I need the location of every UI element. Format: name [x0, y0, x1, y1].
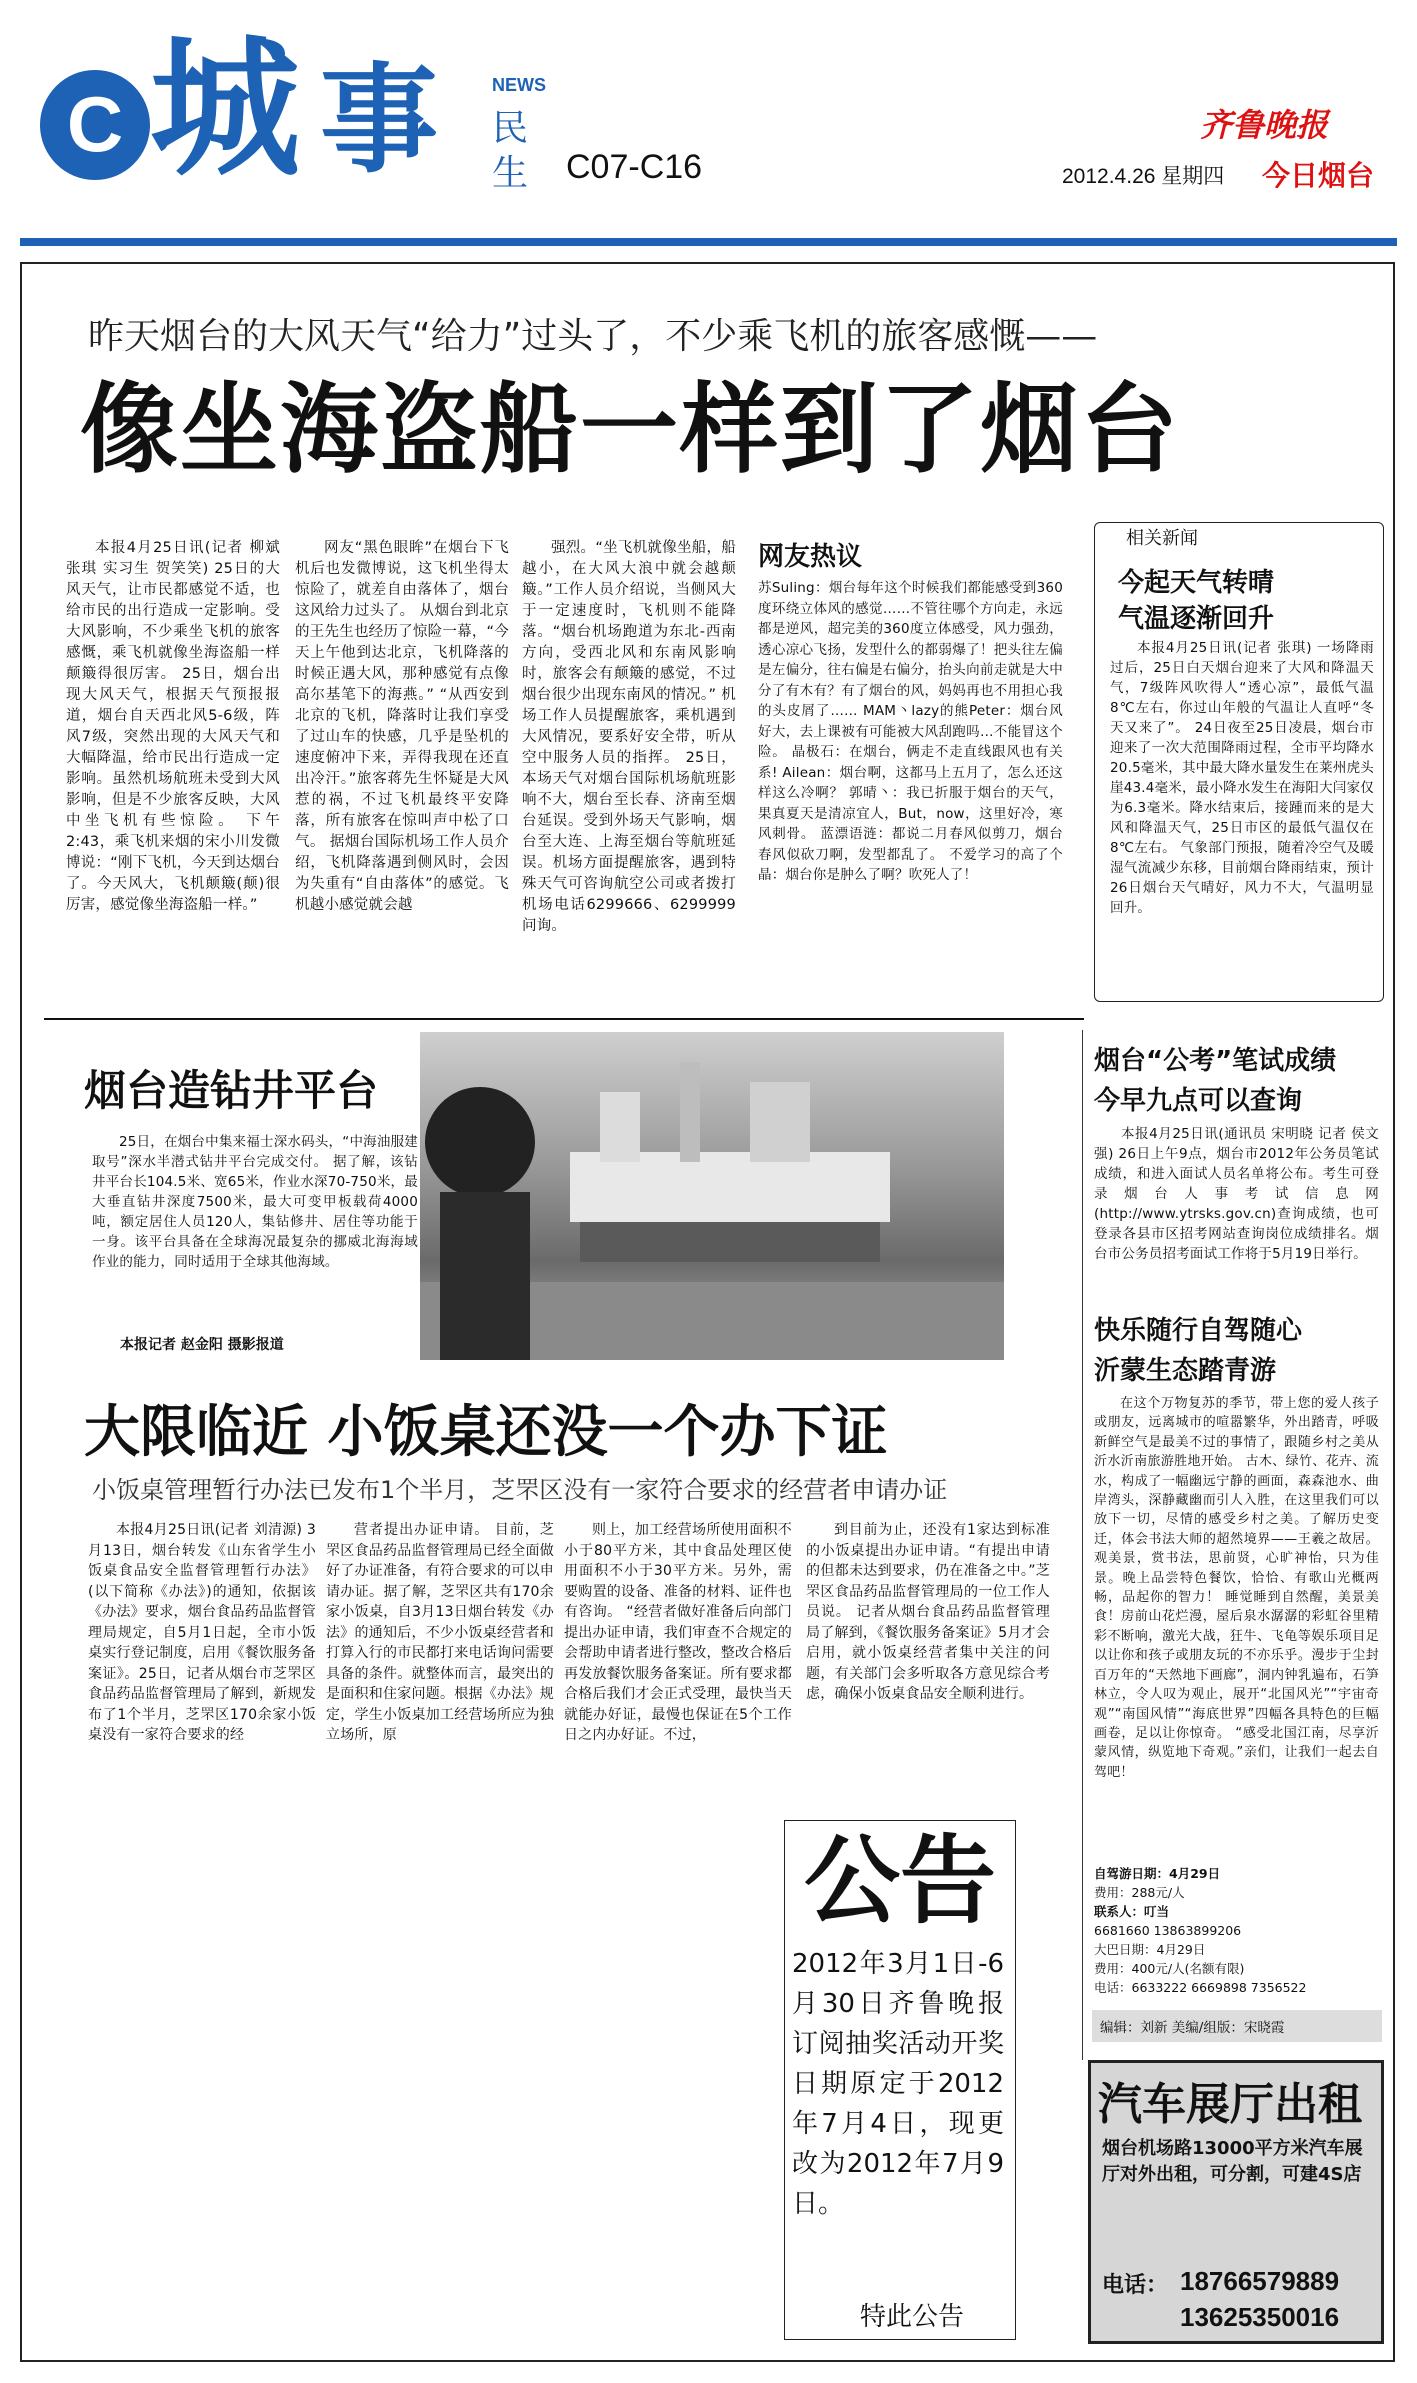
banquet-col-3-text: 则上，加工经营场所使用面积不小于80平方米，其中食品处理区使用面积不小于30平方米。另外，需要购置的设备、准备的材料、证件也有咨询。 “经营者做好准备后向部门提出办证申请，我们审查不合规定的会帮助申请者进行整改，整改合格后再发放餐饮服务备案证。所有要求都合格后我们才会正式受理，最快当天就能办好证，最慢也保证在5个工作日之内办好证。不过，	[564, 1522, 792, 1743]
banquet-col-2-text: 营者提出办证申请。 目前，芝罘区食品药品监督管理局已经全面做好了办证准备，有符合要求的可以申请办证。据了解，芝罘区共有170余家小饭桌，自3月13日烟台转发《办法》的通知后，不少小饭桌经营者和打算入行的市民都打来电话询问需要具备的条件。就整体而言，最突出的是面积和住家问题。根据《办法》规定，学生小饭桌加工经营场所应为独立场所，原	[326, 1522, 554, 1743]
tour-fee-self: 费用：288元/人	[1094, 1885, 1185, 1900]
exam-text: 本报4月25日讯(通讯员 宋明晓 记者 侯文强) 26日上午9点，烟台市2012年公务员笔试成绩，和进入面试人员名单将公布。考生可登录烟台人事考试信息网(http://www.ytrsks.gov.cn)查询成绩，也可登录各县市区招考网站查询岗位成绩排名。烟台市公务员招考面试工作将于5月19日举行。	[1094, 1126, 1379, 1262]
lead-col-3	[522, 538, 736, 998]
tour-details	[1094, 1864, 1306, 1997]
lead-col-1	[66, 538, 280, 998]
tour-contact: 联系人：叮当	[1094, 1904, 1170, 1919]
masthead-title-2: 事	[320, 51, 439, 189]
paper-logo: 齐鲁晚报	[1200, 106, 1329, 144]
related-title-2: 气温逐渐回升	[1118, 604, 1275, 634]
exam-title-1: 烟台“公考”笔试成绩	[1094, 1046, 1337, 1076]
related-news-tag: 相关新闻	[1120, 524, 1204, 550]
masthead-min1: 民	[492, 108, 529, 149]
masthead-min2: 生	[492, 153, 529, 194]
masthead-pages: C07-C16	[566, 148, 703, 186]
masthead-rule	[20, 238, 1397, 246]
divider-1	[44, 1018, 1084, 1020]
related-body	[1110, 638, 1374, 994]
editor-line: 编辑：刘新 美编/组版：宋晓霞	[1092, 2010, 1382, 2042]
ad-phone-1: 18766579889	[1180, 2266, 1340, 2296]
notice-text: 2012年3月1日-6月30日齐鲁晚报订阅抽奖活动开奖日期原定于2012年7月4日，现更改为2012年7月9日。	[792, 1949, 1004, 2219]
lead-col-2	[295, 538, 509, 998]
section-badge-letter: C	[66, 80, 124, 168]
banquet-col-4-text: 到目前为止，还没有1家达到标准的小饭桌提出办证申请。“有提出申请的但都未达到要求，仍在准备之中。”芝罘区食品药品监督管理局的一位工作人员说。 记者从烟台食品药品监督管理局了解到，《餐饮服务备案证》5月才会启用，就小饭桌经营者集中关注的问题，有关部门会多听取各方意见综合考虑，确保小饭桌食品安全顺利进行。	[806, 1522, 1050, 1702]
tour-date-bus: 大巴日期：4月29日	[1094, 1942, 1206, 1957]
tour-contact-phone: 6681660 13863899206	[1094, 1923, 1242, 1938]
rig-title: 烟台造钻井平台	[84, 1066, 379, 1115]
tour-fee-bus: 费用：400元/人(名额有限)	[1094, 1961, 1245, 1976]
masthead-title-1: 城	[150, 23, 301, 197]
rig-body	[92, 1132, 418, 1332]
banquet-col-1	[88, 1520, 316, 1820]
banquet-col-3	[564, 1520, 792, 1820]
banquet-col-4	[806, 1520, 1050, 1820]
tour-text: 在这个万物复苏的季节，带上您的爱人孩子或朋友，远离城市的喧嚣繁华，外出踏青，呼吸新鲜空气是最美不过的事情了，跟随乡村之美从沂水沂南旅游胜地开始。 古木、绿竹、花卉、流水，构成了一幅幽远宁静的画面，森森池水、曲岸湾头，深静藏幽而引人入胜，在这里我们可以放下一切，尽情的感受乡村之美。了解历史变迁，体会书法大师的超然境界——王羲之故居。观美景，赏书法，思前贤，心旷神怡，只为佳景。晚上品尝特色餐饮，恰恰、有歌山光概两畅，品起你的智力！ 睡觉睡到自然醒，美景美食！房前山花烂漫，屋后泉水潺潺的彩虹谷里精彩不断响，激光大战，狂牛、飞龟等娱乐项目足以让你和孩子或朋友玩的不亦乐乎。漫步于尘封百万年的“天然地下画廊”，洞内钟乳遍布，石笋林立，令人叹为观止，展开“北国风光”“宇宙奇观”“南国风情”“海底世界”四幅各具特色的巨幅画卷，足以让你惊奇。 “感受北国江南，尽享沂蒙风情，纵览地下奇观。”亲们，让我们一起去自驾吧！	[1094, 1396, 1379, 1780]
right-column-rule	[1082, 1030, 1083, 2060]
banquet-col-1-text: 本报4月25日讯(记者 刘清源) 3月13日，烟台转发《山东省学生小饭桌食品安全监督管理暂行办法》(以下简称《办法》)的通知，依据该《办法》要求，烟台食品药品监督管理局规定，自5月1日起，全市小饭桌实行登记制度，启用《餐饮服务备案证》。25日，记者从烟台市芝罘区食品药品监督管理局了解到，新规发布了1个半月，芝罘区170余家小饭桌没有一家符合要求的经	[88, 1522, 316, 1743]
rig-photo	[420, 1032, 1004, 1360]
banquet-col-2	[326, 1520, 554, 1820]
section-name: 今日烟台	[1262, 159, 1375, 192]
related-title-1: 今起天气转晴	[1118, 568, 1275, 598]
lead-col-3-text: 强烈。“坐飞机就像坐船，船越小，在大风大浪中就会越颠簸。”工作人员介绍说，当侧风大于一定速度时，飞机则不能降落。“烟台机场跑道为东北-西南方向，受西北风和东南风影响时，旅客会有颠簸的感觉，不过烟台很少出现东南风的情况。” 机场工作人员提醒旅客，乘机遇到大风情况，要系好安全带，听从空中服务人员的指挥。 25日，本场天气对烟台国际机场航班影响不大，烟台至长春、济南至烟台延误。受到外场天气影响，烟台至大连、上海至烟台等航班延误。机场方面提醒旅客，遇到特殊天气可咨询航空公司或者拨打机场电话6299666、6299999问询。	[522, 540, 736, 934]
rig-text: 25日，在烟台中集来福士深水码头，“中海油服建取号”深水半潜式钻井平台完成交付。 据了解，该钻井平台长104.5米、宽65米，作业水深70-750米，最大垂直钻井深度7500米，最大可变甲板载荷4000吨，额定居住人员120人，集钻修井、居住等功能于一身。该平台具备在全球海况最复杂的挪威北海海域作业的能力，同时适用于全球其他海域。	[92, 1134, 418, 1270]
lead-kicker: 昨天烟台的大风天气“给力”过头了，不少乘飞机的旅客感慨——	[88, 316, 1098, 357]
lead-col-2-text: 网友“黑色眼眸”在烟台下飞机后也发微博说，这飞机坐得太惊险了，就差自由落体了，烟台这风给力过头了。 从烟台到北京的王先生也经历了惊险一幕，“今天上午他到达北京，飞机降落的时候正遇大风，那种感觉有点像高尔基笔下的海燕。” “从西安到北京的飞机，降落时让我们享受了过山车的快感，几乎是坠机的速度俯冲下来，弄得我现在还直出冷汗。”旅客蒋先生怀疑是大风惹的祸，不过飞机最终平安降落，所有旅客在惊叫声中松了口气。 据烟台国际机场工作人员介绍，飞机降落遇到侧风时，会因为失重有“自由落体”的感觉。飞机越小感觉就会越	[295, 540, 509, 913]
rig-photo-art	[420, 1032, 1004, 1360]
lead-col-1-text: 本报4月25日讯(记者 柳斌 张琪 实习生 贺笑笑) 25日的大风天气，让市民都感觉不适，也给市民的出行造成一定影响。受大风影响，不少乘坐飞机的旅客感慨，乘飞机就像坐海盗船一样颠簸得很厉害。 25日，烟台出现大风天气，根据天气预报报道，烟台自天西北风5-6级，阵风7级，突然出现的大风天气和大幅降温，给市民出行造成一定影响。虽然机场航班未受到大风影响，但是不少旅客反映，大风中坐飞机有些惊险。 下午2:43，乘飞机来烟的宋小川发微博说：“刚下飞机，今天到达烟台了。今天风大，飞机颠簸(颠)很厉害，感觉像坐海盗船一样。”	[66, 540, 280, 913]
netizens-text: 苏Suling：烟台每年这个时候我们都能感受到360度环绕立体风的感觉……不管往哪个方向走，永远都是逆风，超完美的360度立体感受，风力强劲，透心凉心飞扬，发型什么的都弱爆了！把头往左偏是左偏分，往右偏是右偏分，抬头向前走就是大中分了有木有？有了烟台的风，妈妈再也不用担心我的头皮屑了…… MAM丶lazy的熊Peter：烟台风好大，去上课被有可能被大风刮跑吗…不能冒这个险。 晶极石：在烟台，俩走不走直线跟风也有关系! Ailean：烟台啊，这都马上五月了，怎么还这样这么冷啊？ 郭晴丶：我已折服于烟台的天气，果真夏天是清凉宜人，But，now，这里好冷，寒风刺骨。 蓝漂语涟：都说二月春风似剪刀，烟台春风似砍刀啊，发型都乱了。 不爱学习的高了个晶：烟台你是肿么了啊？吹死人了！	[758, 580, 1063, 883]
banquet-headline: 大限临近 小饭桌还没一个办下证	[84, 1400, 888, 1465]
masthead	[0, 0, 1417, 230]
issue-date: 2012.4.26 星期四	[1062, 165, 1225, 188]
exam-title-2: 今早九点可以查询	[1094, 1086, 1303, 1116]
notice-title: 公告	[804, 1825, 996, 1937]
ad-body: 烟台机场路13000平方米汽车展厅对外出租，可分割，可建4S店	[1102, 2138, 1363, 2185]
banquet-subhead: 小饭桌管理暂行办法已发布1个半月，芝罘区没有一家符合要求的经营者申请办证	[92, 1476, 948, 1504]
netizens-body	[758, 578, 1063, 996]
lead-headline: 像坐海盗船一样到了烟台	[80, 373, 1181, 487]
tour-body	[1094, 1394, 1379, 1860]
ad-title: 汽车展厅出租	[1098, 2079, 1362, 2130]
tour-title-2: 沂蒙生态踏青游	[1094, 1356, 1277, 1386]
netizens-title: 网友热议	[758, 542, 863, 572]
masthead-news: NEWS	[492, 75, 546, 95]
ad-phone-label: 电话：	[1102, 2273, 1169, 2298]
exam-body	[1094, 1124, 1379, 1310]
rig-credit: 本报记者 赵金阳 摄影报道	[120, 1337, 284, 1353]
related-text: 本报4月25日讯(记者 张琪) 一场降雨过后，25日白天烟台迎来了大风和降温天气，7级阵风吹得人“透心凉”，最低气温8℃左右，你过山年般的气温让人直呼“冬天又来了”。 24日夜至25日凌晨，烟台市迎来了一次大范围降雨过程，全市平均降水20.5毫米，其中最大降水量发生在莱州虎头崖43.4毫米，最小降水发生在海阳大闫家仅为6.3毫米。降水结束后，接踵而来的是大风和降温天气，25日市区的最低气温仅在8℃左右。 气象部门预报，随着冷空气及暖湿气流减少东移，目前烟台降雨结束，预计26日烟台天气晴好，风力不大，气温明显回升。	[1110, 640, 1374, 916]
notice-sign: 特此公告	[860, 2302, 965, 2332]
tour-date-self: 自驾游日期：4月29日	[1094, 1866, 1221, 1881]
tour-title-1: 快乐随行自驾随心	[1094, 1316, 1303, 1346]
tour-phone: 电话：6633222 6669898 7356522	[1094, 1980, 1307, 1995]
ad-phone-2: 13625350016	[1180, 2302, 1340, 2332]
